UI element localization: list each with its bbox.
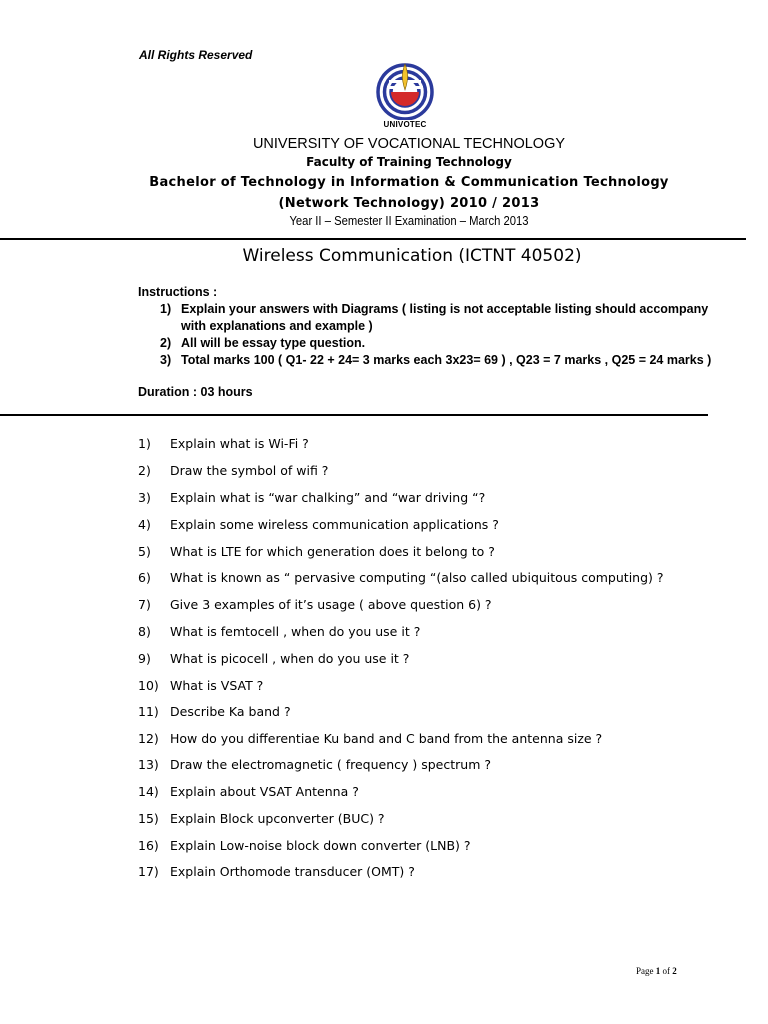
question-text: Draw the symbol of wifi ?: [170, 463, 329, 478]
divider-bottom: [0, 414, 708, 416]
question-number: 17): [138, 864, 159, 879]
rights-notice: All Rights Reserved: [139, 48, 253, 62]
instruction-item: [160, 301, 720, 335]
question-item: [138, 757, 491, 772]
question-number: 7): [138, 597, 151, 612]
faculty-name: Faculty of Training Technology: [306, 155, 512, 169]
question-number: 10): [138, 678, 159, 693]
question-number: 16): [138, 838, 159, 853]
question-number: 5): [138, 544, 151, 559]
course-title: Wireless Communication (ICTNT 40502): [242, 246, 582, 266]
question-text: Draw the electromagnetic ( frequency ) spectrum ?: [170, 757, 491, 772]
question-text: What is LTE for which generation does it belong to ?: [170, 544, 495, 559]
question-number: 6): [138, 570, 151, 585]
question-text: Explain what is “war chalking” and “war driving “?: [170, 490, 486, 505]
question-text: Explain what is Wi-Fi ?: [170, 436, 309, 451]
question-item: [138, 704, 291, 719]
university-name: UNIVERSITY OF VOCATIONAL TECHNOLOGY: [252, 136, 566, 152]
question-text: Explain about VSAT Antenna ?: [170, 784, 359, 799]
question-number: 9): [138, 651, 151, 666]
question-item: [138, 570, 664, 585]
question-number: 1): [138, 436, 151, 451]
question-text: Explain some wireless communication applications ?: [170, 517, 499, 532]
question-number: 13): [138, 757, 159, 772]
page-number: 1: [655, 966, 661, 976]
question-number: 14): [138, 784, 159, 799]
question-item: [138, 436, 309, 451]
question-text: Explain Orthomode transducer (OMT) ?: [170, 864, 415, 879]
question-text: What is picocell , when do you use it ?: [170, 651, 410, 666]
logo-text: UNIVOTEC: [383, 120, 427, 129]
question-number: 11): [138, 704, 159, 719]
question-text: How do you differentiae Ku band and C band from the antenna size ?: [170, 731, 603, 746]
exam-info: Year II – Semester II Examination – March 2013: [289, 214, 529, 228]
question-item: [138, 517, 499, 532]
page-indicator: [636, 966, 677, 976]
question-text: What is known as “ pervasive computing “(also called ubiquitous computing) ?: [170, 570, 664, 585]
question-number: 2): [138, 463, 151, 478]
page-total: 2: [672, 966, 677, 976]
instruction-number: 2): [160, 336, 172, 350]
question-number: 8): [138, 624, 151, 639]
question-item: [138, 651, 409, 666]
question-item: [138, 678, 263, 693]
question-item: [138, 811, 385, 826]
instruction-text: Total marks 100 ( Q1- 22 + 24= 3 marks each 3x23= 69 ) , Q23 = 7 marks , Q25 = 24 marks ): [181, 353, 712, 367]
degree-title: Bachelor of Technology in Information & Communication Technology: [149, 175, 669, 190]
question-item: [138, 490, 485, 505]
instruction-item: [160, 335, 720, 352]
question-text: Describe Ka band ?: [170, 704, 291, 719]
divider-top: [0, 238, 746, 240]
question-item: [138, 784, 359, 799]
question-item: [138, 624, 420, 639]
of-word: of: [662, 966, 670, 976]
question-item: [138, 731, 602, 746]
question-item: [138, 838, 471, 853]
instruction-text: All will be essay type question.: [181, 336, 366, 350]
question-text: Explain Low-noise block down converter (LNB) ?: [170, 838, 471, 853]
instruction-item: [160, 352, 720, 369]
question-item: [138, 463, 328, 478]
instruction-number: 1): [160, 302, 172, 316]
exam-duration: Duration : 03 hours: [138, 385, 253, 399]
question-item: [138, 544, 495, 559]
question-item: [138, 864, 415, 879]
question-text: Explain Block upconverter (BUC) ?: [170, 811, 385, 826]
page-word: Page: [636, 966, 654, 976]
question-number: 4): [138, 517, 151, 532]
question-text: What is femtocell , when do you use it ?: [170, 624, 421, 639]
question-text: Give 3 examples of it’s usage ( above question 6) ?: [170, 597, 492, 612]
instruction-text: Explain your answers with Diagrams ( listing is not acceptable listing should accompany with explanations and example ): [181, 302, 709, 333]
question-number: 3): [138, 490, 151, 505]
question-text: What is VSAT ?: [170, 678, 264, 693]
question-number: 15): [138, 811, 159, 826]
program-title: (Network Technology) 2010 / 2013: [278, 196, 540, 211]
instructions-title: Instructions :: [138, 285, 218, 299]
question-item: [138, 597, 492, 612]
instruction-number: 3): [160, 353, 172, 367]
question-number: 12): [138, 731, 159, 746]
